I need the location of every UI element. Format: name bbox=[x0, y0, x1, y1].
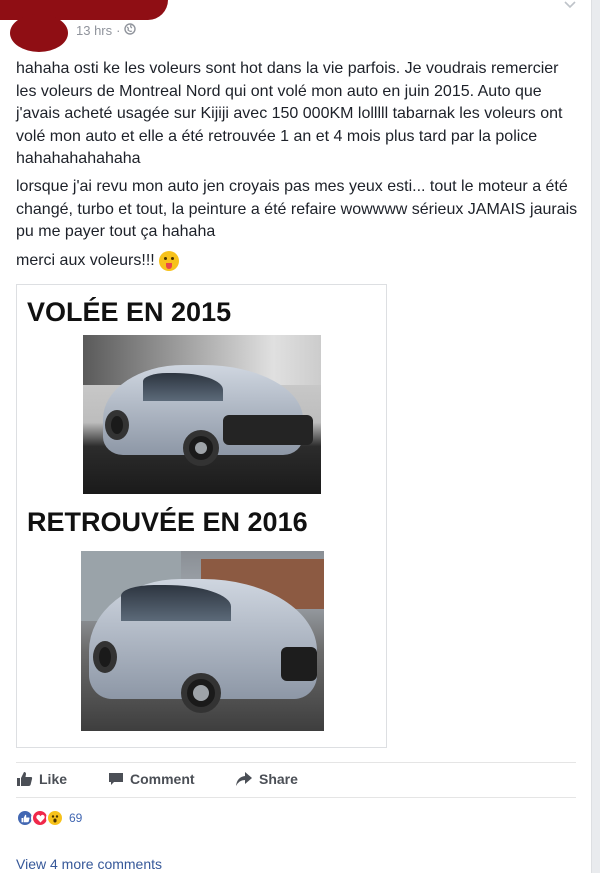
post-photo[interactable] bbox=[16, 284, 387, 748]
tongue-emoji-icon bbox=[159, 251, 179, 271]
share-label: Share bbox=[259, 771, 298, 787]
wow-reaction-icon bbox=[46, 809, 64, 827]
reactions-summary[interactable] bbox=[16, 809, 82, 827]
post-paragraph-2: lorsque j'ai revu mon auto jen croyais pas mes yeux esti... tout le moteur a été changé, turbo et tout, la peinture a été refaire wowwww sérieux JAMAIS jaurais pu me payer tout ça hahaha bbox=[16, 178, 578, 240]
redacted-avatar bbox=[10, 14, 68, 52]
view-more-comments-link[interactable]: View 4 more comments bbox=[16, 856, 163, 872]
comment-bubble-icon bbox=[108, 771, 124, 787]
share-button[interactable] bbox=[235, 771, 298, 787]
comment-button[interactable] bbox=[108, 771, 195, 787]
car-photo-found bbox=[81, 551, 324, 731]
comment-label: Comment bbox=[130, 771, 195, 787]
reaction-count: 69 bbox=[69, 811, 83, 825]
post-paragraph-1: hahaha osti ke les voleurs sont hot dans la vie parfois. Je voudrais remercier les voleurs de Montreal Nord qui ont volé mon auto en juin 2015. Auto que j'avais acheté usagée sur Kijiji avec 150 000KM lolllll tabarnak les voleurs ont volé mon auto et elle a été retrouvée 1 an et 4 mois plus tard par la police hahahahahahaha bbox=[16, 60, 563, 167]
post-paragraph-3 bbox=[16, 250, 582, 273]
like-button[interactable] bbox=[16, 771, 67, 787]
share-arrow-icon bbox=[235, 771, 253, 787]
post-actions-bar bbox=[16, 762, 576, 798]
post-paragraph-3-text: merci aux voleurs!!! bbox=[16, 252, 155, 269]
chevron-down-icon[interactable] bbox=[563, 0, 577, 10]
post-meta bbox=[76, 23, 136, 38]
thumbs-up-icon bbox=[16, 771, 33, 787]
photo-heading-found: RETROUVÉE EN 2016 bbox=[27, 507, 308, 537]
globe-icon[interactable] bbox=[124, 23, 136, 38]
car-photo-stolen bbox=[83, 335, 321, 494]
like-label: Like bbox=[39, 771, 68, 787]
meta-separator: · bbox=[116, 23, 121, 38]
post-timestamp[interactable]: 13 hrs bbox=[76, 23, 113, 38]
photo-heading-stolen: VOLÉE EN 2015 bbox=[27, 297, 232, 327]
